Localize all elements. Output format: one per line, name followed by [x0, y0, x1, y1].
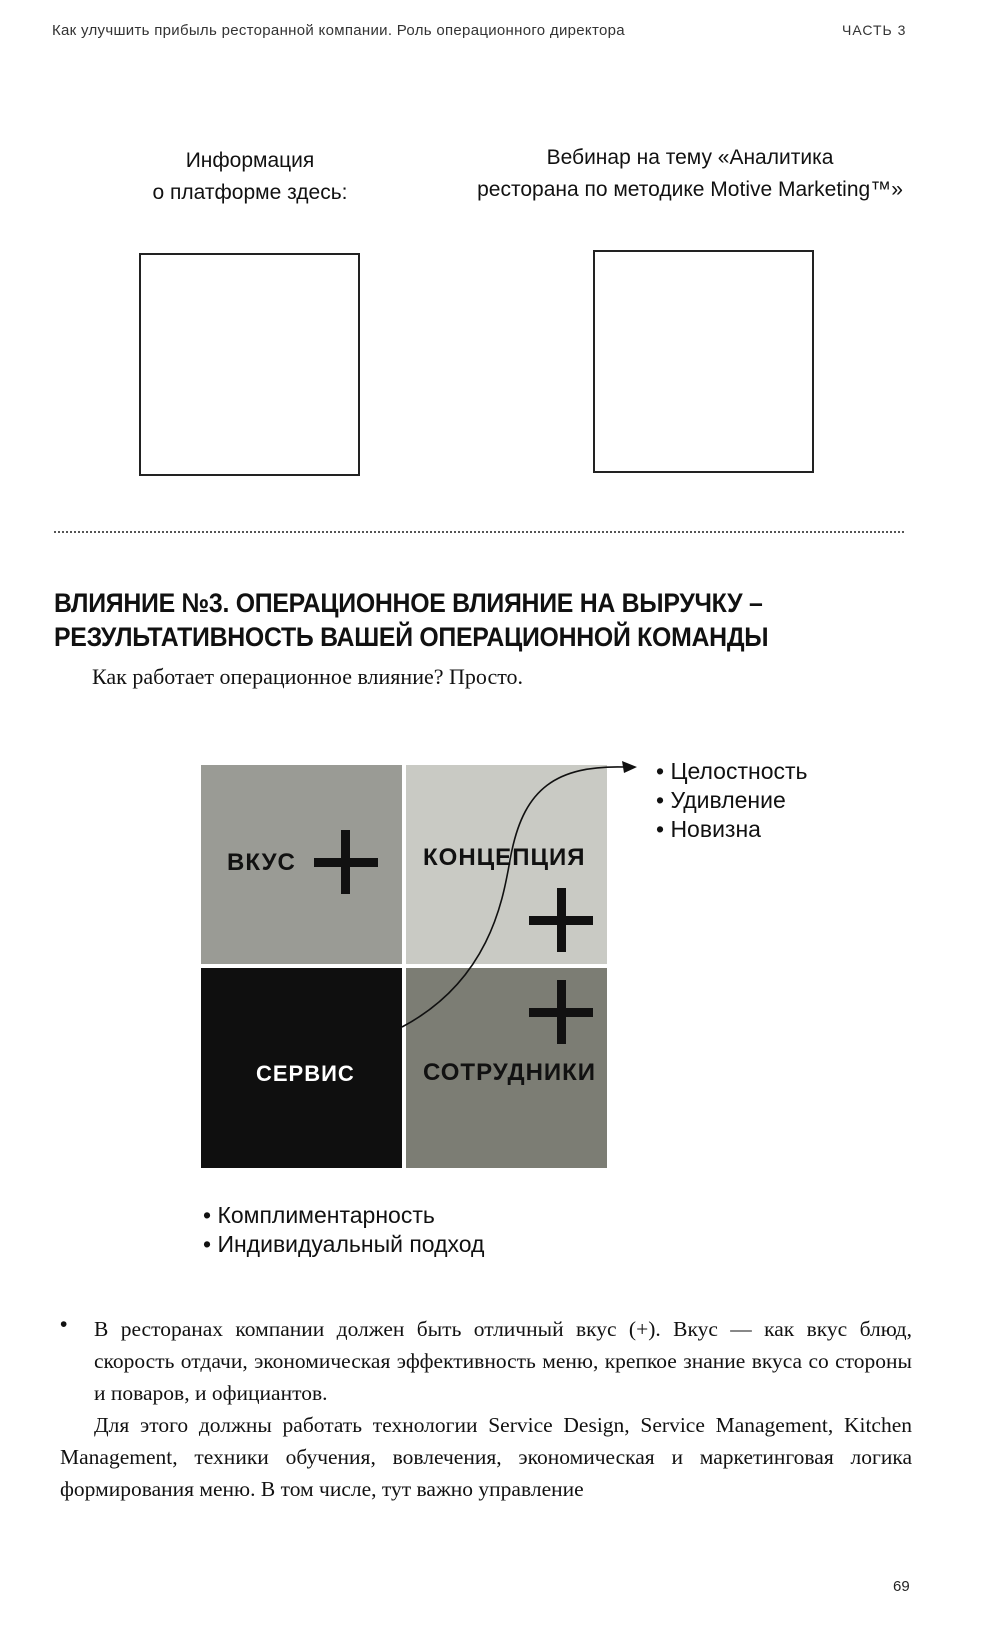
service-label: СЕРВИС: [256, 1061, 355, 1086]
body-paragraph-1: В ресторанах компании должен быть отличный вкус (+). Вкус — как вкус блюд, скорость отдачи, экономическая эффективность меню, крепкое знание вкуса со стороны и поваров, и официантов.: [94, 1317, 912, 1405]
taste-plus-icon: [314, 830, 378, 894]
section-intro: Как работает операционное влияние? Просто.: [92, 664, 524, 689]
webinar-caption-line1: Вебинар на тему «Аналитика: [546, 146, 834, 169]
arrow-head-icon: [622, 761, 637, 773]
section-title-line1: ВЛИЯНИЕ №3. ОПЕРАЦИОННОЕ ВЛИЯНИЕ НА ВЫРУЧКУ –: [54, 588, 763, 618]
concept-bullet-1: • Целостность: [656, 758, 808, 784]
platform-info-caption-line1: Информация: [185, 149, 315, 172]
staff-label: СОТРУДНИКИ: [423, 1059, 597, 1086]
service-bullet-2: • Индивидуальный подход: [203, 1231, 485, 1257]
platform-info-caption-line2: о платформе здесь:: [152, 181, 348, 204]
page-number: 69: [893, 1578, 910, 1595]
section-title-line2: РЕЗУЛЬТАТИВНОСТЬ ВАШЕЙ ОПЕРАЦИОННОЙ КОМАНДЫ: [54, 622, 769, 652]
concept-plus-icon: [529, 888, 593, 952]
concept-bullet-3: • Новизна: [656, 816, 761, 842]
concept-bullets: [656, 757, 808, 844]
arrow-curve: [402, 767, 625, 1027]
webinar-caption-line2: ресторана по методике Motive Marketing™»: [477, 178, 903, 201]
concept-bullet-2: • Удивление: [656, 787, 786, 813]
body-bullet-icon: •: [60, 1313, 68, 1336]
taste-label: ВКУС: [227, 849, 296, 876]
concept-label: КОНЦЕПЦИЯ: [423, 844, 586, 871]
part-label: ЧАСТЬ 3: [842, 22, 907, 38]
staff-plus-icon: [529, 980, 593, 1044]
service-bullet-1: • Комплиментарность: [203, 1202, 435, 1228]
running-head: Как улучшить прибыль ресторанной компании. Роль операционного директора: [52, 22, 625, 39]
body-paragraph-2: Для этого должны работать технологии Service Design, Service Management, Kitchen Management, техники обучения, вовлечения, экономическая и маркетинговая логика формирования меню. В том числе, тут важно управление: [60, 1413, 912, 1501]
service-bullets: [203, 1201, 484, 1259]
